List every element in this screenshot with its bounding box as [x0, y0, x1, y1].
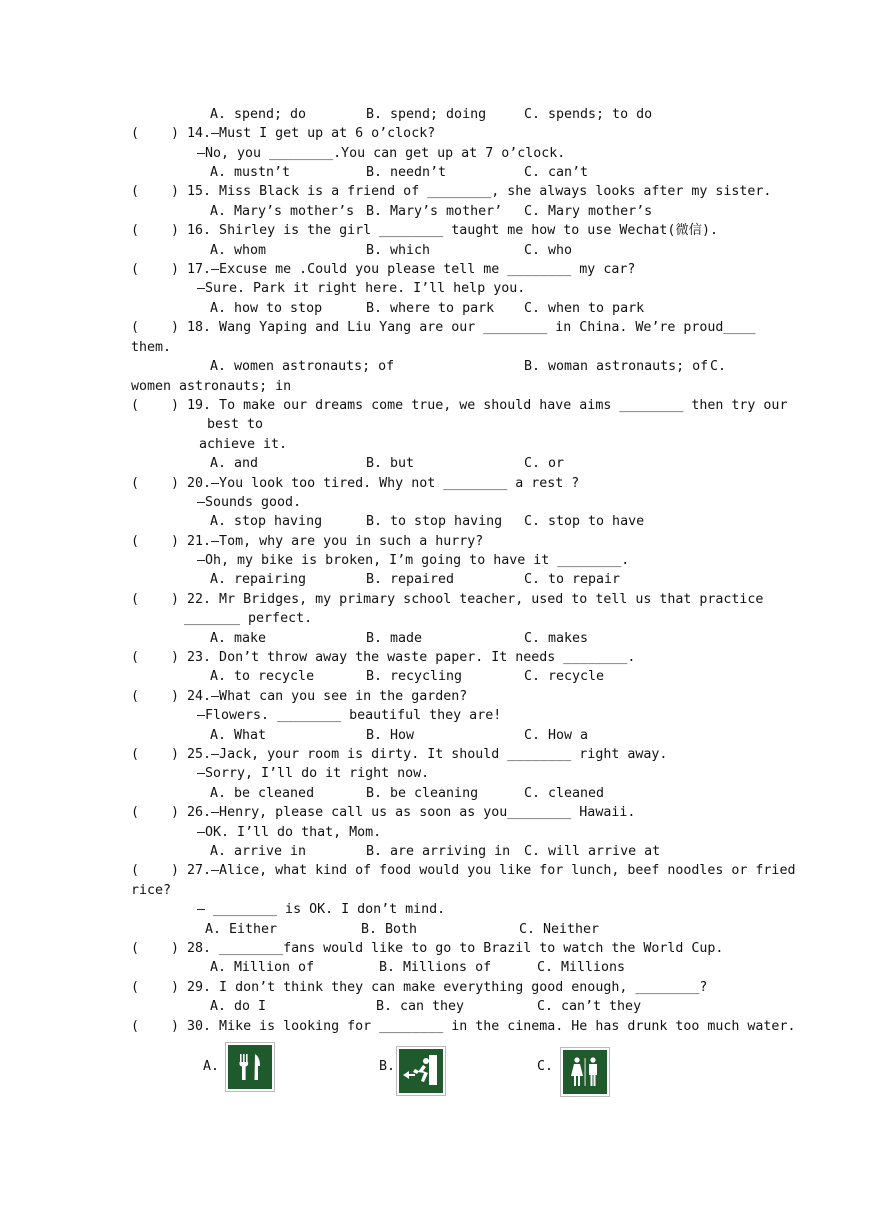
- q16-option-c: C. who: [524, 243, 573, 258]
- q20-option-b: B. to stop having: [366, 514, 503, 529]
- q27-option-b: B. Both: [361, 922, 418, 937]
- sign-exit: [396, 1046, 446, 1096]
- q24-option-b: B. How: [366, 728, 415, 743]
- q29-stem: ( ) 29. I don’t think they can make everything good enough, ________?: [131, 980, 708, 995]
- q14-option-a: A. mustn’t: [210, 165, 291, 180]
- q28-option-c: C. Millions: [537, 960, 626, 975]
- q21-option-b: B. repaired: [366, 572, 455, 587]
- q29-option-c: C. can’t they: [537, 999, 642, 1014]
- q18-option-c-letter: C.: [710, 359, 727, 374]
- q24-option-c: C. How a: [524, 728, 589, 743]
- q16-stem: ( ) 16. Shirley is the girl ________ taught me how to use Wechat(微信).: [131, 223, 718, 238]
- q29-option-b: B. can they: [376, 999, 465, 1014]
- q19-stem: ( ) 19. To make our dreams come true, we should have aims ________ then try our: [131, 398, 788, 413]
- q19-option-a: A. and: [210, 456, 259, 471]
- q20-option-c: C. stop to have: [524, 514, 645, 529]
- q20-option-a: A. stop having: [210, 514, 323, 529]
- q24-stem: ( ) 24.—What can you see in the garden?: [131, 689, 468, 704]
- q25-option-b: B. be cleaning: [366, 786, 479, 801]
- q30-stem: ( ) 30. Mike is looking for ________ in the cinema. He has drunk too much water.: [131, 1019, 796, 1034]
- q15-option-a: A. Mary’s mother’s: [210, 204, 355, 219]
- q17-option-a: A. how to stop: [210, 301, 323, 316]
- q25-option-c: C. cleaned: [524, 786, 605, 801]
- sign-restaurant: [225, 1042, 275, 1092]
- q18-option-b: B. woman astronauts; of: [524, 359, 709, 374]
- q23-option-b: B. recycling: [366, 669, 463, 684]
- q23-option-c: C. recycle: [524, 669, 605, 684]
- q14-option-c: C. can’t: [524, 165, 589, 180]
- q30-option-b-letter: B.: [379, 1059, 396, 1074]
- q16-option-b: B. which: [366, 243, 431, 258]
- q15-option-c: C. Mary mother’s: [524, 204, 653, 219]
- q16-option-a: A. whom: [210, 243, 267, 258]
- q27-stem: ( ) 27.—Alice, what kind of food would you like for lunch, beef noodles or fried: [131, 863, 796, 878]
- q27-option-a: A. Either: [205, 922, 278, 937]
- q26-option-c: C. will arrive at: [524, 844, 661, 859]
- q22-option-c: C. makes: [524, 631, 589, 646]
- q28-stem: ( ) 28. ________fans would like to go to Brazil to watch the World Cup.: [131, 941, 724, 956]
- q19-stem-line2: best to: [207, 417, 264, 432]
- q30-option-c-letter: C.: [537, 1059, 554, 1074]
- fork-knife-icon: [228, 1045, 272, 1089]
- q24-reply: —Flowers. ________ beautiful they are!: [197, 708, 502, 723]
- q23-option-a: A. to recycle: [210, 669, 315, 684]
- q13-option-c: C. spends; to do: [524, 107, 653, 122]
- q21-option-c: C. to repair: [524, 572, 621, 587]
- q25-option-a: A. be cleaned: [210, 786, 315, 801]
- q19-option-c: C. or: [524, 456, 565, 471]
- toilet-icon: [563, 1050, 607, 1094]
- q19-option-b: B. but: [366, 456, 415, 471]
- q30-option-a-letter: A.: [203, 1059, 220, 1074]
- q17-stem: ( ) 17.—Excuse me .Could you please tell me ________ my car?: [131, 262, 636, 277]
- q17-reply: —Sure. Park it right here. I’ll help you.: [197, 281, 526, 296]
- q26-stem: ( ) 26.—Henry, please call us as soon as you________ Hawaii.: [131, 805, 636, 820]
- q15-stem: ( ) 15. Miss Black is a friend of ________, she always looks after my sister.: [131, 184, 772, 199]
- q18-option-c: women astronauts; in: [131, 379, 292, 394]
- q27-reply: — ________ is OK. I don’t mind.: [197, 902, 446, 917]
- q14-option-b: B. needn’t: [366, 165, 447, 180]
- q15-option-b: B. Mary’s mother’: [366, 204, 503, 219]
- q25-reply: —Sorry, I’ll do it right now.: [197, 766, 430, 781]
- q29-option-a: A. do I: [210, 999, 267, 1014]
- q13-option-b: B. spend; doing: [366, 107, 487, 122]
- q14-reply: —No, you ________.You can get up at 7 o’clock.: [197, 146, 566, 161]
- emergency-exit-icon: [399, 1049, 443, 1093]
- q25-stem: ( ) 25.—Jack, your room is dirty. It should ________ right away.: [131, 747, 668, 762]
- q22-stem: ( ) 22. Mr Bridges, my primary school teacher, used to tell us that practice: [131, 592, 764, 607]
- q18-option-a: A. women astronauts; of: [210, 359, 395, 374]
- q17-option-b: B. where to park: [366, 301, 495, 316]
- q13-option-a: A. spend; do: [210, 107, 307, 122]
- q22-option-a: A. make: [210, 631, 267, 646]
- q19-stem-line3: achieve it.: [199, 437, 288, 452]
- q17-option-c: C. when to park: [524, 301, 645, 316]
- q20-stem: ( ) 20.—You look too tired. Why not ________ a rest ?: [131, 476, 580, 491]
- q21-option-a: A. repairing: [210, 572, 307, 587]
- q20-reply: —Sounds good.: [197, 495, 302, 510]
- q24-option-a: A. What: [210, 728, 267, 743]
- sign-toilet: [560, 1047, 610, 1097]
- q28-option-b: B. Millions of: [379, 960, 492, 975]
- q23-stem: ( ) 23. Don’t throw away the waste paper. It needs ________.: [131, 650, 636, 665]
- q22-option-b: B. made: [366, 631, 423, 646]
- q18-stem-continued: them.: [131, 340, 172, 355]
- q26-reply: —OK. I’ll do that, Mom.: [197, 825, 382, 840]
- q22-stem-line2: _______ perfect.: [184, 611, 313, 626]
- q14-stem: ( ) 14.—Must I get up at 6 o’clock?: [131, 126, 436, 141]
- q27-option-c: C. Neither: [519, 922, 600, 937]
- q28-option-a: A. Million of: [210, 960, 315, 975]
- q21-stem: ( ) 21.—Tom, why are you in such a hurry?: [131, 534, 484, 549]
- q18-stem: ( ) 18. Wang Yaping and Liu Yang are our ________ in China. We’re proud____: [131, 320, 756, 335]
- q26-option-b: B. are arriving in: [366, 844, 511, 859]
- q21-reply: —Oh, my bike is broken, I’m going to have it ________.: [197, 553, 630, 568]
- q27-stem-continued: rice?: [131, 883, 172, 898]
- q26-option-a: A. arrive in: [210, 844, 307, 859]
